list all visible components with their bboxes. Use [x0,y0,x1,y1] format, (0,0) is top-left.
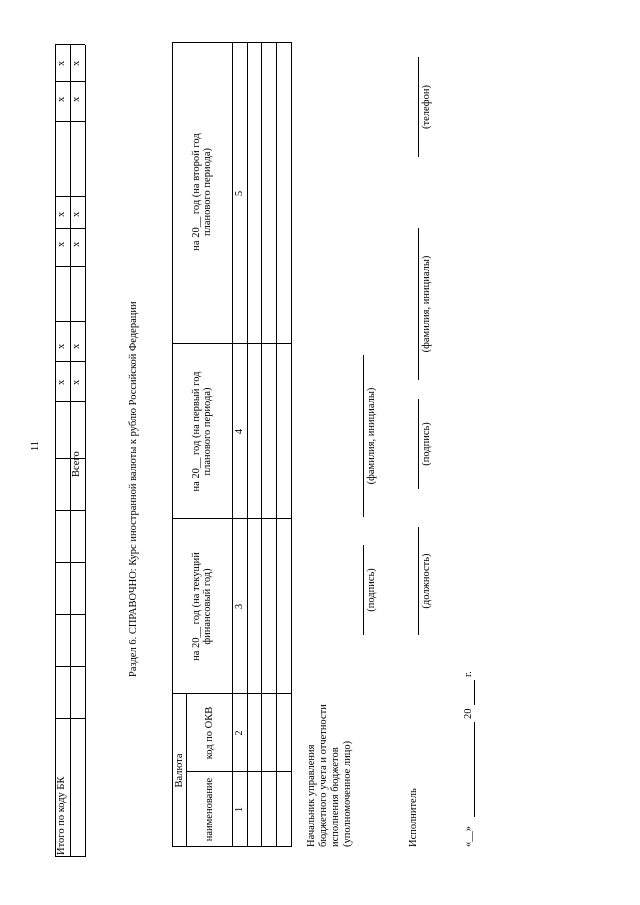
page-number: 11 [30,440,41,452]
x-mark: x [56,211,67,217]
x-mark: x [71,60,82,66]
col-kod-okv-header: код по ОКВ [203,706,215,760]
col-number-4: 4 [234,428,245,435]
x-mark: x [56,343,67,349]
vsego-label: Всего [71,451,82,477]
head-title-line-4: (уполномоченное лицо) [342,740,353,847]
x-mark: x [56,379,67,385]
x-mark: x [56,96,67,102]
itogo-po-kodu-bk-label: Итого по коду БК [56,776,67,855]
head-title-line-1: Начальник управления [306,744,317,847]
head-title-line-3: исполнения бюджетов [330,747,341,847]
col-number-2: 2 [234,730,245,736]
fio-label-2: (фамилия, инициалы) [421,255,432,353]
x-mark: x [71,96,82,102]
col-second-plan-year-header: на 20__ год (на второй год планового периода) [191,133,213,251]
col-number-3: 3 [234,603,245,610]
col-number-1: 1 [234,806,245,813]
fio-label: (фамилия, инициалы) [366,387,377,485]
x-mark: x [56,60,67,66]
podpis-label-2: (подпись) [421,422,432,466]
col-naimenovanie-header: наименование [203,777,215,842]
podpis-label: (подпись) [366,568,377,612]
head-title-line-2: бюджетного учета и отчетности [318,704,329,847]
col-number-5: 5 [234,190,245,197]
ispolnitel-label: Исполнитель [408,788,419,847]
valuta-header: Валюта [173,753,185,788]
date-g-suffix: г. [463,671,474,677]
x-mark: x [71,343,82,349]
x-mark: x [71,211,82,217]
rotated-landscape-content [48,27,640,857]
col-current-year-header: на 20__ год (на текущий финансовый год) [191,552,213,661]
x-mark: x [71,241,82,247]
x-mark: x [56,241,67,247]
x-mark: x [71,379,82,385]
date-quote-open: «__» [463,826,474,847]
date-year-prefix: 20 [463,708,474,719]
telefon-label: (телефон) [421,85,432,129]
col-first-plan-year-header: на 20__ год (на первый год планового периода) [191,371,213,492]
dolzhnost-label: (должность) [421,553,432,609]
section-6-title: Раздел 6. СПРАВОЧНО: Курс иностранной валюты к рублю Российской Федерации [128,301,139,677]
